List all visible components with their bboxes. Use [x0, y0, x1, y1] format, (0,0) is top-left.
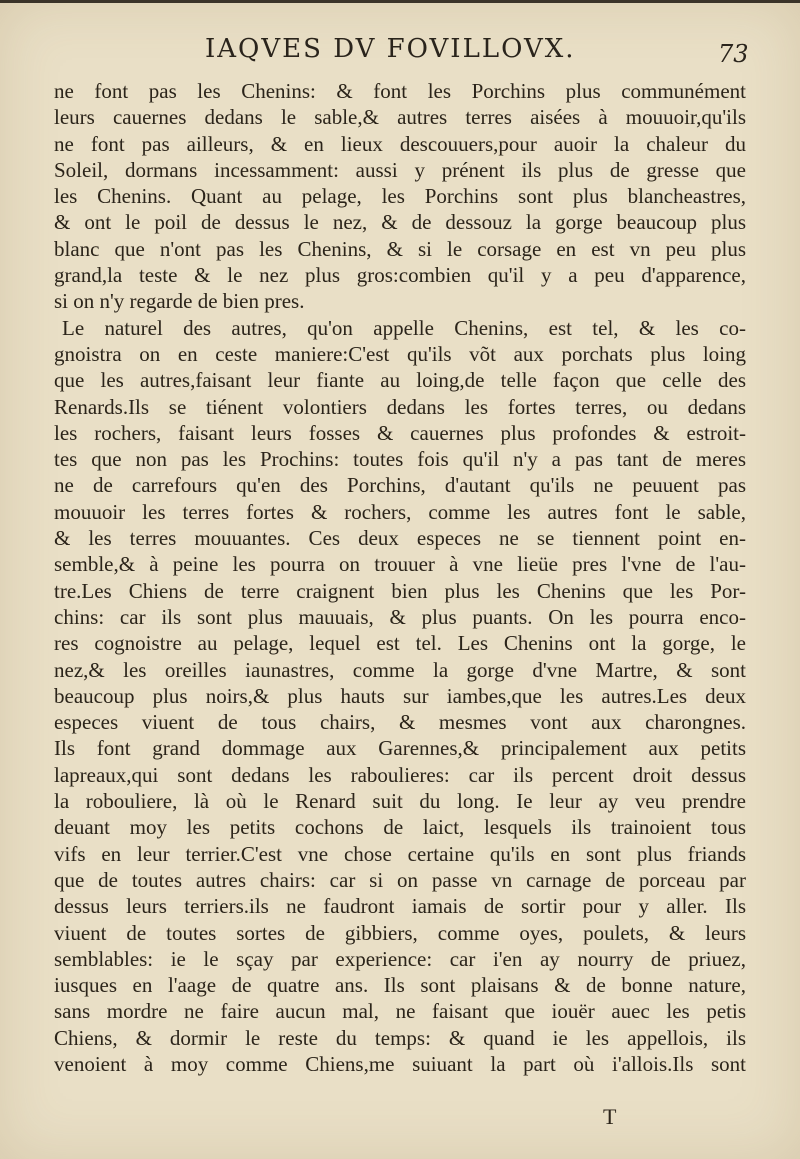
text-line: Soleil, dormans incessamment: aussi y prénent ils plus de gresse que — [54, 157, 746, 182]
text-line: beaucoup plus noirs,& plus hauts sur iambes,que les autres.Les deux — [54, 683, 746, 708]
text-line: Ils font grand dommage aux Garennes,& principalement aux petits — [54, 736, 746, 761]
text-line: iusques en l'aage de quatre ans. Ils sont plaisans & de bonne nature, — [54, 973, 746, 998]
text-line: leurs cauernes dedans le sable,& autres terres aisées à mouuoir,qu'ils — [54, 105, 746, 130]
text-line: Le naturel des autres, qu'on appelle Chenins, est tel, & les co- — [62, 315, 746, 340]
text-line: que de toutes autres chairs: car si on passe vn carnage de porceau par — [54, 867, 746, 892]
text-line: si on n'y regarde de bien pres. — [54, 289, 305, 314]
text-line: semblables: ie le sçay par experience: car i'en ay nourry de priuez, — [54, 946, 746, 971]
text-line: & les terres mouuantes. Ces deux especes ne se tiennent point en- — [54, 526, 746, 551]
text-line: ne de carrefours qu'en des Porchins, d'autant qu'ils ne peuuent pas — [54, 473, 746, 498]
text-line: Renards.Ils se tiénent volontiers dedans les fortes terres, ou dedans — [54, 394, 746, 419]
signature-mark: T — [603, 1104, 617, 1129]
text-line: semble,& à peine les pourra on trouuer à vne lieüe pres l'vne de l'au- — [54, 552, 746, 577]
text-line: especes viuent de tous chairs, & mesmes vont aux charongnes. — [54, 710, 746, 735]
text-line: les Chenins. Quant au pelage, les Porchins sont plus blancheastres, — [54, 184, 746, 209]
text-line: blanc que n'ont pas les Chenins, & si le corsage en est vn peu plus — [54, 236, 746, 261]
page-number: 73 — [718, 40, 749, 68]
text-line: res cognoistre au pelage, lequel est tel. Les Chenins ont la gorge, le — [54, 631, 746, 656]
text-line: venoient à moy comme Chiens,me suiuant la part où i'allois.Ils sont — [54, 1051, 746, 1076]
running-title: IAQVES DV FOVILLOVX. — [205, 34, 576, 64]
text-line: nez,& les oreilles iaunastres, comme la gorge d'vne Martre, & sont — [54, 657, 746, 682]
text-line: gnoistra on en ceste maniere:C'est qu'ils võt aux porchats plus loing — [54, 341, 746, 366]
text-line: viuent de toutes sortes de gibbiers, comme oyes, poulets, & leurs — [54, 920, 746, 945]
top-edge-rule — [0, 0, 800, 3]
text-line: les rochers, faisant leurs fosses & cauernes plus profondes & estroit- — [54, 420, 746, 445]
text-line: que les autres,faisant leur fiante au loing,de telle façon que celle des — [54, 368, 746, 393]
text-line: deuant moy les petits cochons de laict, lesquels ils trainoient tous — [54, 815, 746, 840]
text-line: sans mordre ne faire aucun mal, ne faisant que iouër auec les petis — [54, 999, 746, 1024]
running-head — [0, 34, 800, 70]
text-line: lapreaux,qui sont dedans les raboulieres: car ils percent droit dessus — [54, 762, 746, 787]
text-line: Chiens, & dormir le reste du temps: & quand ie les appellois, ils — [54, 1025, 746, 1050]
text-line: tes que non pas les Prochins: toutes fois qu'il n'y a pas tant de meres — [54, 447, 746, 472]
text-line: la robouliere, là où le Renard suit du long. Ie leur ay veu prendre — [54, 789, 746, 814]
text-line: & ont le poil de dessus le nez, & de dessouz la gorge beaucoup plus — [54, 210, 746, 235]
text-line: ne font pas les Chenins: & font les Porchins plus communément — [54, 79, 746, 103]
text-line: chins: car ils sont plus mauuais, & plus puants. On les pourra enco- — [54, 604, 746, 629]
text-line: dessus leurs terriers.ils ne faudront iamais de sortir pour y aller. Ils — [54, 894, 746, 919]
text-line: ne font pas ailleurs, & en lieux descouuers,pour auoir la chaleur du — [54, 131, 746, 156]
text-line: vifs en leur terrier.C'est vne chose certaine qu'ils en sont plus friands — [54, 841, 746, 866]
text-line: mouuoir les terres fortes & rochers, comme les autres font le sable, — [54, 499, 746, 524]
text-line: tre.Les Chiens de terre craignent bien plus les Chenins que les Por- — [54, 578, 746, 603]
body-text — [54, 78, 746, 1077]
text-line: grand,la teste & le nez plus gros:combien qu'il y a peu d'apparence, — [54, 263, 746, 288]
